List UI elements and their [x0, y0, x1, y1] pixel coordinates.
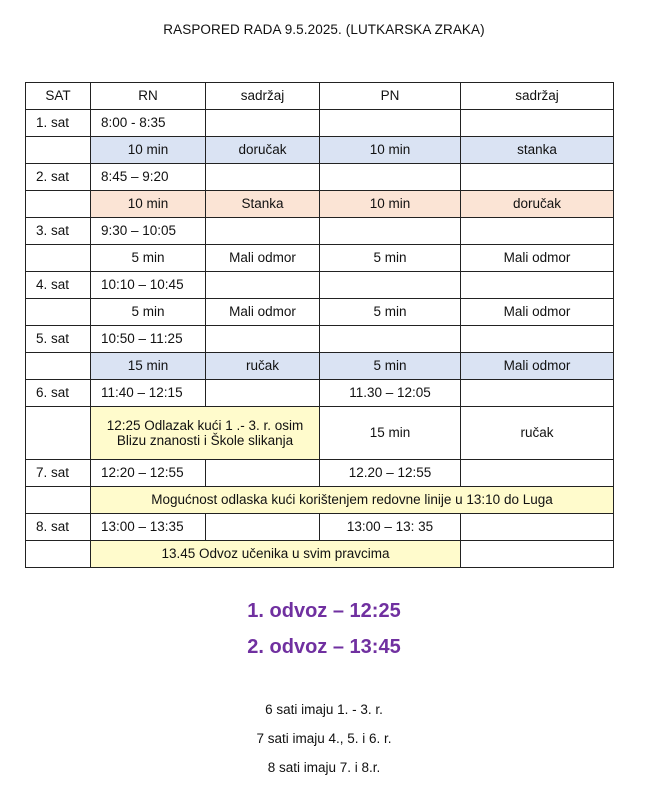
pn-time-cell: 5 min [320, 299, 461, 326]
table-row [26, 299, 614, 326]
departure-note-cell: 13.45 Odvoz učenika u svim pravcima [91, 541, 461, 568]
pn-time-cell [320, 110, 461, 137]
rn-time-cell: 10:10 – 10:45 [91, 272, 206, 299]
header-cell-sadrzaj-pn: sadržaj [461, 83, 614, 110]
second-departure-heading: 2. odvoz – 13:45 [247, 636, 401, 658]
table-row [26, 460, 614, 487]
pn-time-cell: 13:00 – 13: 35 [320, 514, 461, 541]
table-row [26, 191, 614, 218]
rn-time-cell: 8:45 – 9:20 [91, 164, 206, 191]
sat-cell: 6. sat [26, 380, 91, 407]
sat-cell [26, 299, 91, 326]
table-row [26, 407, 614, 460]
sat-cell: 5. sat [26, 326, 91, 353]
table-row [26, 164, 614, 191]
pn-content-cell [461, 272, 614, 299]
rn-time-cell: 9:30 – 10:05 [91, 218, 206, 245]
rn-content-cell [206, 218, 320, 245]
sat-cell: 7. sat [26, 460, 91, 487]
pn-time-cell [320, 272, 461, 299]
sat-cell: 2. sat [26, 164, 91, 191]
rn-time-cell: 15 min [91, 353, 206, 380]
pn-content-cell [461, 514, 614, 541]
table-row [26, 218, 614, 245]
sat-cell [26, 541, 91, 568]
table-row [26, 380, 614, 407]
rn-time-cell: 5 min [91, 299, 206, 326]
pn-time-cell [320, 164, 461, 191]
pn-content-cell [461, 380, 614, 407]
sat-cell: 8. sat [26, 514, 91, 541]
sat-cell [26, 191, 91, 218]
rn-content-cell [206, 460, 320, 487]
rn-time-cell: 10 min [91, 137, 206, 164]
table-row [26, 137, 614, 164]
pn-content-cell [461, 164, 614, 191]
pn-time-cell: 15 min [320, 407, 461, 460]
pn-time-cell: 11.30 – 12:05 [320, 380, 461, 407]
pn-content-cell [461, 541, 614, 568]
note-line: 8 sati imaju 7. i 8.r. [267, 760, 381, 775]
pn-content-cell [461, 326, 614, 353]
pn-time-cell: 5 min [320, 245, 461, 272]
rn-content-cell: doručak [206, 137, 320, 164]
rn-content-cell [206, 326, 320, 353]
header-cell-sat: SAT [26, 83, 91, 110]
pn-content-cell: Mali odmor [461, 299, 614, 326]
page-title: RASPORED RADA 9.5.2025. (LUTKARSKA ZRAKA) [163, 22, 485, 37]
pn-content-cell: doručak [461, 191, 614, 218]
sat-cell: 4. sat [26, 272, 91, 299]
pn-time-cell: 12.20 – 12:55 [320, 460, 461, 487]
pn-content-cell: Mali odmor [461, 245, 614, 272]
schedule-table [25, 82, 614, 568]
rn-time-cell: 8:00 - 8:35 [91, 110, 206, 137]
table-row [26, 514, 614, 541]
rn-content-cell: Stanka [206, 191, 320, 218]
table-row [26, 353, 614, 380]
rn-time-cell: 12:20 – 12:55 [91, 460, 206, 487]
table-row [26, 487, 614, 514]
pn-content-cell [461, 460, 614, 487]
pn-content-cell: ručak [461, 407, 614, 460]
rn-content-cell [206, 380, 320, 407]
rn-content-cell: Mali odmor [206, 245, 320, 272]
sat-cell [26, 487, 91, 514]
table-header-row [26, 83, 614, 110]
sat-cell [26, 245, 91, 272]
pn-time-cell [320, 326, 461, 353]
rn-time-cell: 13:00 – 13:35 [91, 514, 206, 541]
rn-time-cell: 11:40 – 12:15 [91, 380, 206, 407]
pn-content-cell [461, 110, 614, 137]
header-cell-rn: RN [91, 83, 206, 110]
pn-time-cell: 5 min [320, 353, 461, 380]
table-row [26, 245, 614, 272]
rn-content-cell [206, 164, 320, 191]
first-departure-heading: 1. odvoz – 12:25 [247, 600, 401, 622]
pn-content-cell: stanka [461, 137, 614, 164]
sat-cell [26, 407, 91, 460]
sat-cell: 3. sat [26, 218, 91, 245]
pn-content-cell [461, 218, 614, 245]
rn-time-cell: 10 min [91, 191, 206, 218]
rn-time-cell: 10:50 – 11:25 [91, 326, 206, 353]
sat-cell: 1. sat [26, 110, 91, 137]
table-row [26, 541, 614, 568]
rn-time-cell: 5 min [91, 245, 206, 272]
table-row [26, 272, 614, 299]
sat-cell [26, 137, 91, 164]
sat-cell [26, 353, 91, 380]
rn-merged-note-cell: 12:25 Odlazak kući 1 .- 3. r. osim Blizu znanosti i Škole slikanja [91, 407, 320, 460]
table-row [26, 326, 614, 353]
rn-content-cell [206, 110, 320, 137]
pn-content-cell: Mali odmor [461, 353, 614, 380]
pn-time-cell: 10 min [320, 137, 461, 164]
header-cell-sadrzaj-rn: sadržaj [206, 83, 320, 110]
rn-content-cell: Mali odmor [206, 299, 320, 326]
note-line: 7 sati imaju 4., 5. i 6. r. [256, 731, 392, 746]
header-cell-pn: PN [320, 83, 461, 110]
rn-content-cell [206, 514, 320, 541]
rn-content-cell [206, 272, 320, 299]
rn-content-cell: ručak [206, 353, 320, 380]
full-width-note-cell: Mogućnost odlaska kući korištenjem redovne linije u 13:10 do Luga [91, 487, 614, 514]
table-row [26, 110, 614, 137]
note-line: 6 sati imaju 1. - 3. r. [265, 702, 383, 717]
pn-time-cell: 10 min [320, 191, 461, 218]
pn-time-cell [320, 218, 461, 245]
